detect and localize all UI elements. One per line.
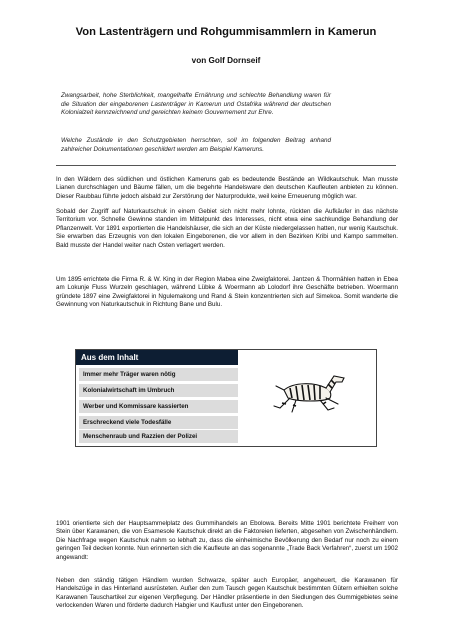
body-paragraph-5: Neben den ständig tätigen Händlern wurden Schwarze, später auch Europäer, angeheuert, die Karawanen für Handelszüge in das Hinterland ausrüsteten. Außer den zum Tausch gegen Kautschuk bestimmten Gütern erhielten solche Karawanen Tauschartikel zur eigenen Verpflegung. Der Händler präsentierte in den Siedlungen des Gummigebietes seine verlockenden Waren und förderte dadurch Habgier und Kauflust unter den Eingeborenen. (56, 577, 398, 610)
contents-item: Kolonialwirtschaft im Umbruch (79, 384, 238, 397)
divider-line (56, 165, 396, 166)
body-paragraph-3: Um 1895 errichtete die Firma R. & W. King in der Region Mabea eine Zweigfaktorei. Jantzen & Thormählen hatten in Ebea am Lokunje Fluss Wurzeln geschlagen, während Lübke & Woermann ab Lolodorf ihre Geschäfte betrieben. Woermann gründete 1897 eine Zweigfaktorei in Ngulemakong und Rand & Stein konzentrierten sich auf Simekoa. Somit wanderte die Gewinnung von Naturkautschuk in Richtung Bane und Bulu. (56, 276, 398, 309)
zebra-illustration-icon (268, 368, 352, 420)
article-title: Von Lastenträgern und Rohgummisammlern in Kamerun (75, 26, 377, 38)
contents-item: Immer mehr Träger waren nötig (79, 368, 238, 381)
body-paragraph-1: In den Wäldern des südlichen und östlichen Kameruns gab es bedeutende Bestände an Wildkautschuk. Man musste Lianen durchschlagen und Bäume fällen, um die begehrte Handelsware den deutschen Kaufleuten anbieten zu können. Dieser Raubbau führte jedoch alsbald zur Zerstörung der Naturprodukte, weil keine Erneuerung möglich war. (56, 176, 398, 200)
contents-box-heading: Aus dem Inhalt (76, 350, 238, 365)
article-author: von Golf Dornseif (191, 56, 261, 65)
contents-item: Werber und Kommissare kassierten (79, 400, 238, 413)
contents-item: Erschreckend viele Todesfälle (79, 416, 238, 429)
intro-paragraph-1: Zwangsarbeit, hohe Sterblichkeit, mangelhafte Ernährung und schlechte Behandlung waren für die Situation der eingeborenen Lastenträger in Kamerun und Ostafrika während der deutschen Kolonialzeit kennzeichnend und gereichten keinem Gouvernement zur Ehre. (61, 92, 331, 117)
contents-item: Menschenraub und Razzien der Polizei (79, 430, 238, 443)
body-paragraph-4: 1901 orientierte sich der Hauptsammelplatz des Gummihandels an Ebolowa. Bereits Mitte 1901 berichtete Freiherr von Stein über Karawanen, die von Esamesole Kautschuk direkt an die Faktoreien lieferten, abgesehen von Zwischenhändlern. Die Nachfrage wegen Kautschuk nahm so lebhaft zu, dass die einheimische Bevölkerung den Bedarf nur noch zu einem geringen Teil decken konnte. Nun erinnerten sich die Kaufleute an das sogenannte „Trade Back Verfahren“, zuerst um 1902 angewandt: (56, 520, 398, 561)
body-paragraph-2: Sobald der Zugriff auf Naturkautschuk in einem Gebiet sich nicht mehr lohnte, rückten die Aufkäufer in das nächste Territorium vor. Schnelle Gewinne standen im Mittelpunkt des Interesses, nicht etwa eine sachkundige Behandlung der Pflanzenwelt. Vor 1891 exportierten die Handelshäuser, die sich an der Küste niedergelassen hatten, nur wenig Kautschuk. Sie erwarben das Erzeugnis von den lokalen Eingeborenen, die vor allem in den Bezirken Kribi und Kampo sammelten. Bald musste der Handel weiter nach Osten verlagert werden. (56, 208, 398, 249)
intro-paragraph-2: Welche Zustände in den Schutzgebieten herrschten, soll im folgenden Beitrag anhand zahlreicher Dokumentationen geschildert werden am Beispiel Kameruns. (61, 137, 331, 153)
